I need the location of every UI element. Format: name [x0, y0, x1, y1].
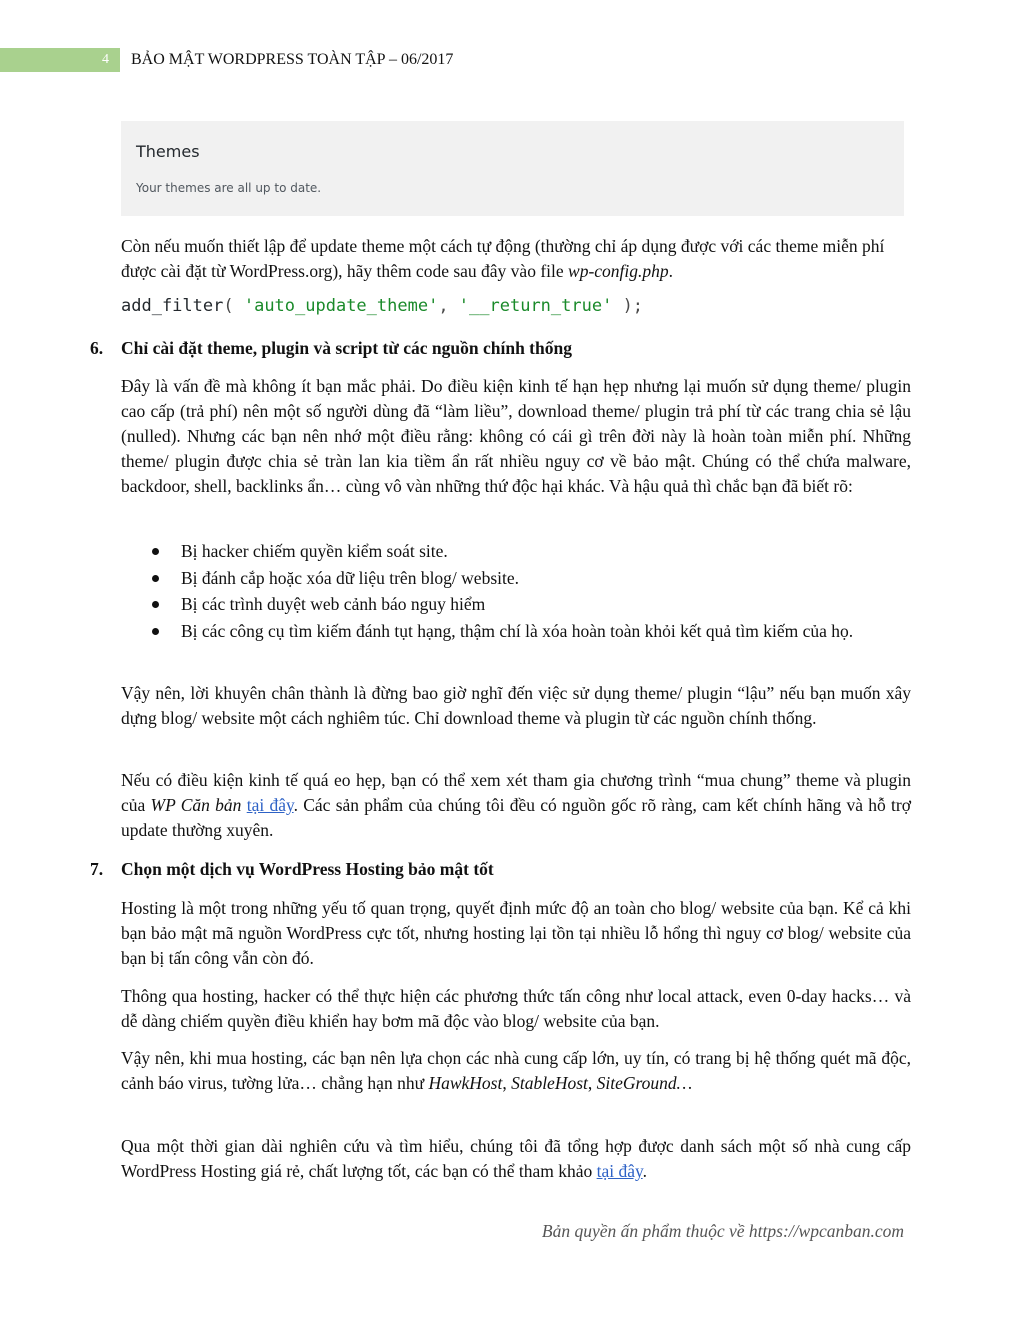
list-item: Bị đánh cắp hoặc xóa dữ liệu trên blog/ website. — [150, 566, 890, 591]
page-header — [0, 48, 1024, 72]
group-buy-link[interactable]: tại đây — [246, 795, 294, 815]
code-snippet: add_filter( 'auto_update_theme', '__return_true' ); — [121, 296, 644, 316]
code-arg-callback: '__return_true' — [458, 296, 613, 316]
section-7-paragraph-4: Qua một thời gian dài nghiên cứu và tìm hiểu, chúng tôi đã tổng hợp được danh sách một số nhà cung cấp WordPress Hosting giá rẻ, chất lượng tốt, các bạn có thể tham khảo tại đây. — [121, 1136, 911, 1181]
section-6-paragraph-3: Nếu có điều kiện kinh tế quá eo hẹp, bạn có thể xem xét tham gia chương trình “mua chung” theme và plugin của WP Căn bản tại đây. Các sản phẩm của chúng tôi đều có nguồn gốc rõ ràng, cam kết chính hãng và hỗ trợ update thường xuyên. — [121, 770, 912, 840]
page-number: 4 — [0, 48, 120, 72]
section-7-paragraph-2: Thông qua hosting, hacker có thể thực hiện các phương thức tấn công như local attack, even 0-day hacks… và dễ dàng chiếm quyền điều khiển hay bơm mã độc vào blog/ website của bạn. — [121, 986, 911, 1031]
themes-up-to-date-message: Your themes are all up to date. — [136, 181, 322, 195]
list-item: Bị các công cụ tìm kiếm đánh tụt hạng, thậm chí là xóa hoàn toàn khỏi kết quả tìm kiếm của họ. — [150, 619, 890, 644]
section-6-paragraph-2: Vậy nên, lời khuyên chân thành là đừng bao giờ nghĩ đến việc sử dụng theme/ plugin “lậu” nếu bạn muốn xây dựng blog/ website một cách nghiêm túc. Chỉ download theme và plugin từ các nguồn chính thống. — [121, 683, 911, 728]
host-stablehost: StableHost — [511, 1073, 588, 1093]
intro-paragraph: Còn nếu muốn thiết lập để update theme một cách tự động (thường chỉ áp dụng được với các theme miễn phí được cài đặt từ WordPress.org), hãy thêm code sau đây vào file wp-config.php. — [121, 236, 885, 281]
brand-name: WP Căn bản — [150, 795, 242, 815]
hosting-list-link[interactable]: tại đây — [596, 1161, 643, 1181]
code-function: add_filter — [121, 296, 224, 316]
host-siteground: SiteGround… — [596, 1073, 693, 1093]
config-filename: wp-config.php — [568, 261, 669, 281]
copyright-footer: Bản quyền ấn phẩm thuộc về https://wpcanban.com — [541, 1221, 904, 1241]
themes-heading: Themes — [136, 142, 200, 161]
list-item: Bị hacker chiếm quyền kiểm soát site. — [150, 539, 890, 564]
themes-update-screenshot — [121, 121, 904, 216]
section-7-heading: 7. Chọn một dịch vụ WordPress Hosting bảo mật tốt — [90, 859, 494, 879]
code-arg-hook: 'auto_update_theme' — [243, 296, 439, 316]
section-6-heading: 6. Chỉ cài đặt theme, plugin và script từ các nguồn chính thống — [90, 338, 572, 358]
section-7-paragraph-1: Hosting là một trong những yếu tố quan trọng, quyết định mức độ an toàn cho blog/ website của bạn. Kể cả khi bạn bảo mật mã nguồn WordPress cực tốt, nhưng hosting lại tồn tại nhiều lỗ hổng thì nguy cơ blog/ website của bạn bị tấn công vẫn còn đó. — [121, 898, 911, 968]
section-7-paragraph-3: Vậy nên, khi mua hosting, các bạn nên lựa chọn các nhà cung cấp lớn, uy tín, có trang bị hệ thống quét mã độc, cảnh báo virus, tường lửa… chẳng hạn như HawkHost, StableHost, SiteGround… — [121, 1048, 911, 1093]
consequences-list — [150, 539, 890, 645]
host-hawkhost: HawkHost — [428, 1073, 503, 1093]
document-title: BẢO MẬT WORDPRESS TOÀN TẬP – 06/2017 — [131, 51, 454, 68]
section-6-paragraph-1: Đây là vấn đề mà không ít bạn mắc phải. Do điều kiện kinh tế hạn hẹp nhưng lại muốn sử dụng theme/ plugin cao cấp (trả phí) nên một số người dùng đã “làm liều”, download theme/ plugin trả phí từ các trang chia sẻ lậu (nulled). Nhưng các bạn nên nhớ một điều rằng: không có cái gì trên đời này là hoàn toàn miễn phí. Những theme/ plugin được chia sẻ tràn lan kia tiềm ẩn rất nhiều nguy cơ về bảo mật. Chúng có thể chứa malware, backdoor, shell, backlinks ẩn… cùng vô vàn những thứ độc hại khác. Và hậu quả thì chắc bạn đã biết rõ: — [121, 376, 911, 496]
list-item: Bị các trình duyệt web cảnh báo nguy hiểm — [150, 592, 890, 617]
